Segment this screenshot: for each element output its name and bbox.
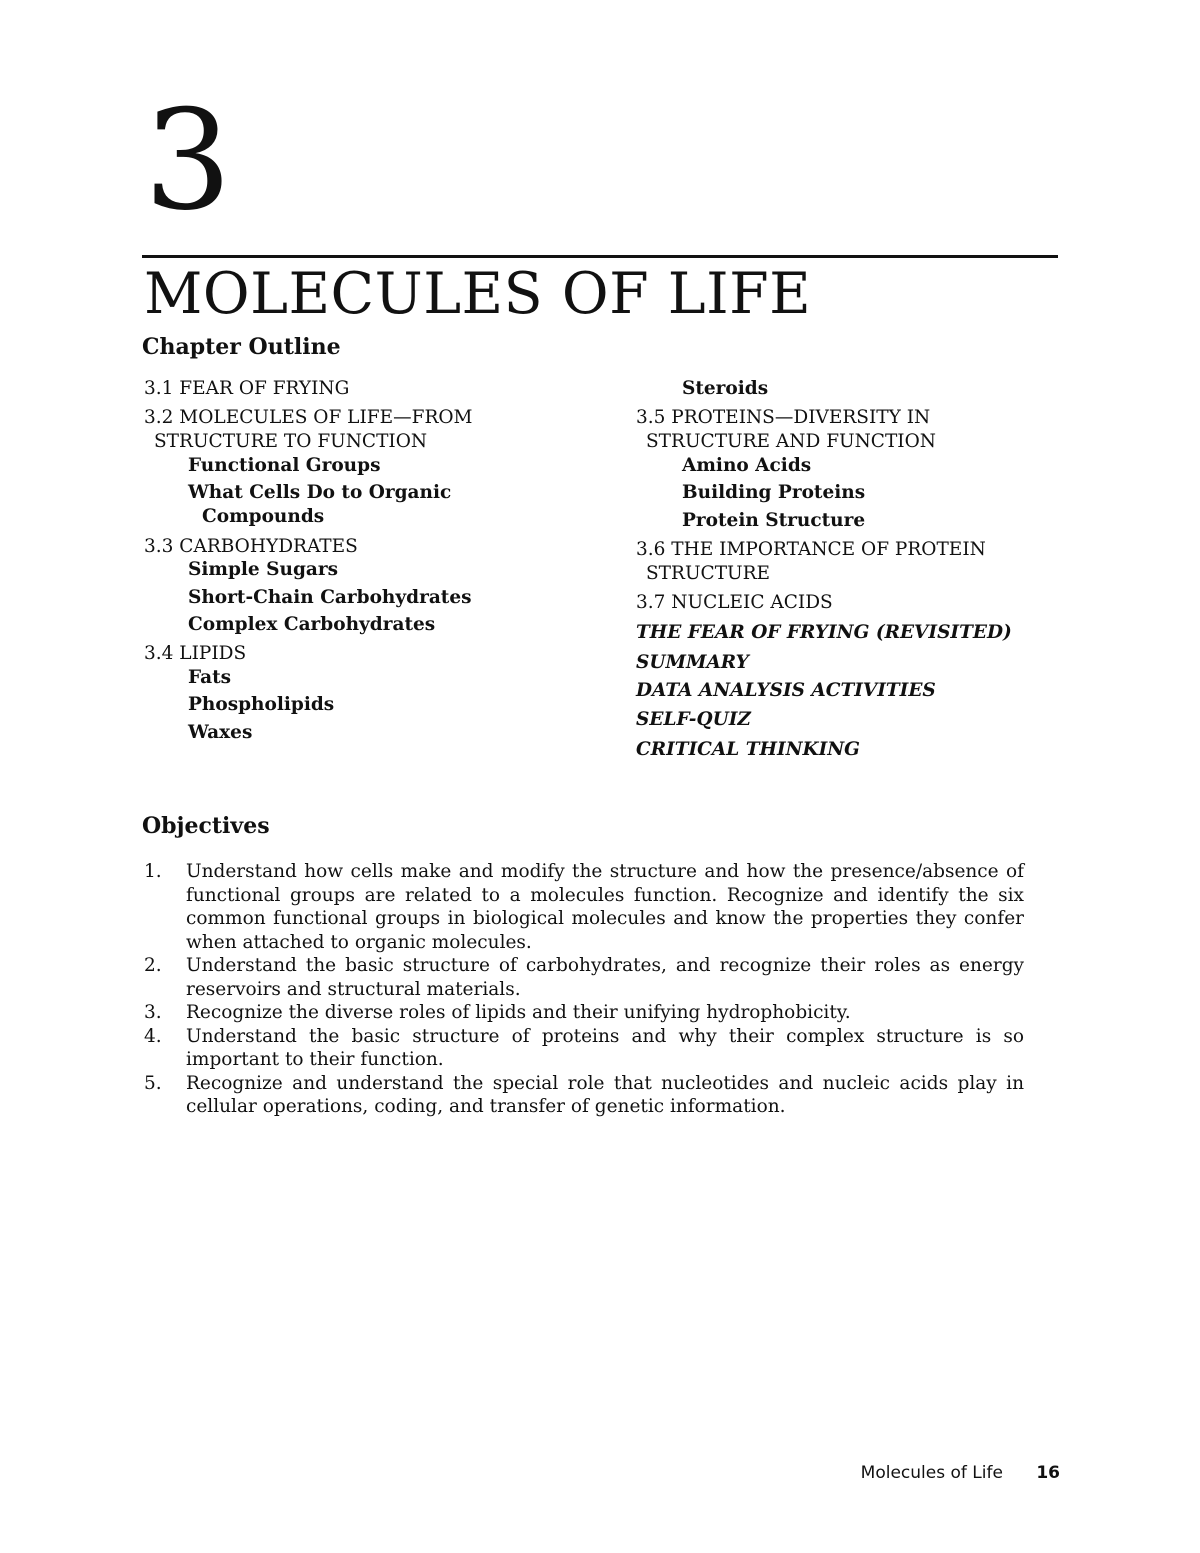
objective-number: 1. (144, 861, 162, 882)
page-number: 16 (1036, 1463, 1060, 1483)
objective-number: 3. (144, 1002, 162, 1023)
outline-item: Functional Groups (188, 455, 381, 476)
outline-item: Amino Acids (682, 455, 812, 476)
running-title: Molecules of Life (860, 1463, 1003, 1483)
outline-item: STRUCTURE TO FUNCTION (154, 431, 428, 452)
chapter-number: 3 (144, 80, 232, 241)
outline-item: SUMMARY (636, 652, 749, 673)
outline-item: Waxes (188, 722, 253, 743)
objective-item (144, 1025, 1024, 1072)
outline-item: Protein Structure (682, 510, 866, 531)
outline-item: Steroids (682, 378, 769, 399)
outline-item: DATA ANALYSIS ACTIVITIES (636, 680, 936, 701)
objective-text: Understand the basic structure of carbohydrates, and recognize their roles as energy reservoirs and structural materials. (186, 955, 1024, 1000)
outline-item: Building Proteins (682, 482, 866, 503)
objective-text: Recognize the diverse roles of lipids and their unifying hydrophobicity. (186, 1002, 851, 1023)
objective-text: Recognize and understand the special role that nucleotides and nucleic acids play in cellular operations, coding, and transfer of genetic information. (186, 1072, 1024, 1117)
outline-item: 3.1 FEAR OF FRYING (144, 378, 350, 399)
chapter-title: MOLECULES OF LIFE (144, 261, 812, 327)
objective-item (144, 954, 1024, 1001)
outline-item: STRUCTURE (646, 563, 771, 584)
outline-item: Compounds (202, 506, 325, 527)
outline-item: Complex Carbohydrates (188, 614, 436, 635)
objective-text: Understand the basic structure of proteins and why their complex structure is so important to their function. (186, 1025, 1024, 1070)
outline-heading: Chapter Outline (142, 334, 341, 360)
outline-item: 3.7 NUCLEIC ACIDS (636, 592, 833, 613)
outline-item: SELF-QUIZ (636, 709, 751, 730)
outline-item: Short-Chain Carbohydrates (188, 587, 472, 608)
objective-number: 5. (144, 1072, 162, 1094)
objective-item (144, 860, 1024, 954)
objective-item (144, 1072, 1024, 1119)
objectives-list (144, 860, 1024, 1119)
outline-item: What Cells Do to Organic (188, 482, 452, 503)
page-footer (861, 1463, 1060, 1483)
objective-number: 2. (144, 955, 162, 976)
outline-item: 3.6 THE IMPORTANCE OF PROTEIN (636, 539, 986, 560)
objective-item (144, 1001, 1024, 1025)
objectives-heading: Objectives (142, 813, 270, 839)
outline-item: CRITICAL THINKING (636, 739, 860, 760)
outline-item: STRUCTURE AND FUNCTION (646, 431, 936, 452)
outline-item: 3.5 PROTEINS—DIVERSITY IN (636, 407, 931, 428)
outline-item: 3.4 LIPIDS (144, 643, 247, 664)
outline-item: 3.3 CARBOHYDRATES (144, 536, 358, 557)
objective-text: Understand how cells make and modify the structure and how the presence/absence of functional groups are related to a molecules function. Recognize and identify the six common functional groups in biological molecules and know the properties they confer when attached to organic molecules. (186, 861, 1024, 953)
title-rule (142, 255, 1058, 258)
outline-item: Fats (188, 667, 232, 688)
objective-number: 4. (144, 1025, 162, 1047)
outline-item: 3.2 MOLECULES OF LIFE—FROM (144, 407, 473, 428)
outline-item: Simple Sugars (188, 559, 339, 580)
outline-item: THE FEAR OF FRYING (REVISITED) (636, 622, 1012, 643)
outline-item: Phospholipids (188, 694, 335, 715)
